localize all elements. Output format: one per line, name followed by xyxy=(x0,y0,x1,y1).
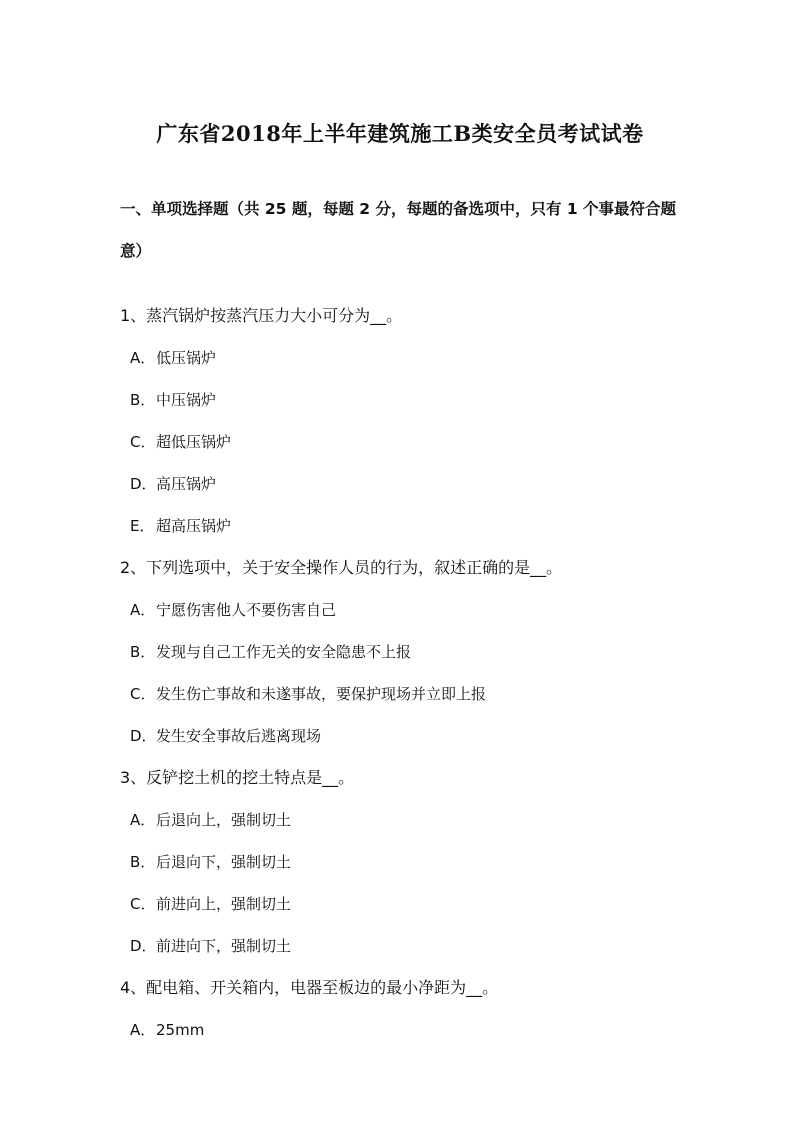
section-heading: 一、单项选择题（共 25 题，每题 2 分，每题的备选项中，只有 1 个事最符合题意） xyxy=(120,200,677,260)
option-text: 宁愿伤害他人不要伤害自己 xyxy=(156,601,337,619)
option-letter: C． xyxy=(130,895,156,913)
question-1: 1、蒸汽锅炉按蒸汽压力大小可分为__。 xyxy=(120,306,403,325)
option-letter: C． xyxy=(130,433,156,451)
document-title: 广东省2018年上半年建筑施工B类安全员考试试卷 xyxy=(156,121,644,146)
option-text: 超高压锅炉 xyxy=(156,517,232,535)
option-3b xyxy=(130,848,291,876)
option-2b xyxy=(130,638,411,666)
option-2a xyxy=(130,596,336,624)
option-1e xyxy=(130,512,231,540)
option-text: 中压锅炉 xyxy=(156,391,217,409)
option-letter: E． xyxy=(130,517,155,535)
option-4a xyxy=(130,1016,204,1044)
option-text: 超低压锅炉 xyxy=(156,433,232,451)
option-letter: B． xyxy=(130,643,156,661)
option-letter: D． xyxy=(130,727,157,745)
option-text: 前进向上，强制切土 xyxy=(156,895,292,913)
option-2c xyxy=(130,680,486,708)
option-letter: A． xyxy=(130,1021,156,1039)
option-text: 前进向下，强制切土 xyxy=(156,937,292,955)
option-letter: C． xyxy=(130,685,156,703)
option-text: 低压锅炉 xyxy=(156,349,217,367)
option-1a xyxy=(130,344,216,372)
option-text: 发生安全事故后逃离现场 xyxy=(156,727,322,745)
option-letter: B． xyxy=(130,391,156,409)
option-1c xyxy=(130,428,231,456)
option-1d xyxy=(130,470,216,498)
option-letter: A． xyxy=(130,811,156,829)
option-letter: A． xyxy=(130,349,156,367)
option-3c xyxy=(130,890,291,918)
option-letter: B． xyxy=(130,853,156,871)
option-text: 高压锅炉 xyxy=(156,475,217,493)
option-text: 后退向下，强制切土 xyxy=(156,853,292,871)
question-2: 2、下列选项中，关于安全操作人员的行为，叙述正确的是__。 xyxy=(120,558,563,577)
option-3d xyxy=(130,932,291,960)
question-4: 4、配电箱、开关箱内，电器至板边的最小净距为__。 xyxy=(120,978,499,997)
option-text: 25mm xyxy=(156,1021,205,1039)
option-text: 发现与自己工作无关的安全隐患不上报 xyxy=(156,643,412,661)
option-text: 后退向上，强制切土 xyxy=(156,811,292,829)
option-letter: D． xyxy=(130,475,157,493)
option-text: 发生伤亡事故和未遂事故，要保护现场并立即上报 xyxy=(156,685,487,703)
option-2d xyxy=(130,722,321,750)
option-letter: D． xyxy=(130,937,157,955)
option-3a xyxy=(130,806,291,834)
option-letter: A． xyxy=(130,601,156,619)
option-1b xyxy=(130,386,216,414)
question-3: 3、反铲挖土机的挖土特点是__。 xyxy=(120,768,355,787)
